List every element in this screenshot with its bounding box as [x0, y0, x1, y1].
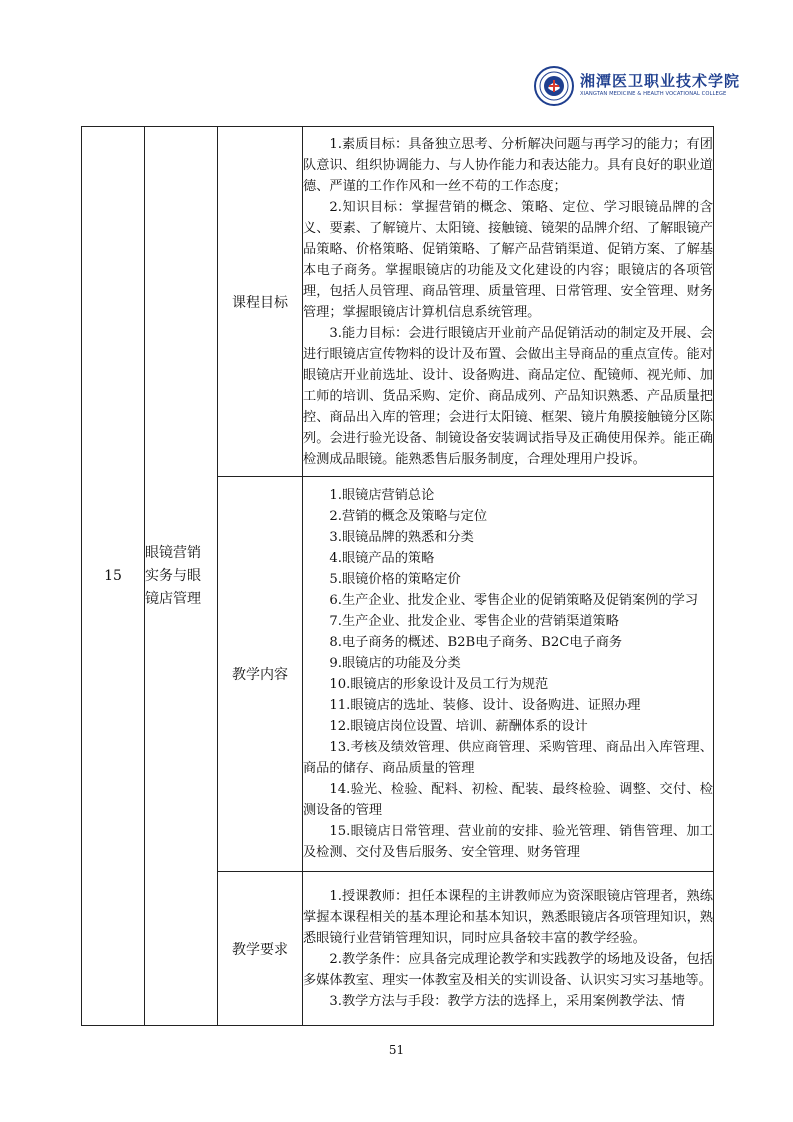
course-name-line: 眼镜营销 [145, 544, 201, 561]
objectives-row [82, 127, 714, 477]
course-name-line: 镜店管理 [145, 590, 201, 607]
content-item: 14.验光、检验、配料、初检、配装、最终检验、调整、交付、检测设备的管理 [303, 782, 713, 818]
content-item: 9.眼镜店的功能及分类 [329, 656, 461, 671]
requirements-label: 教学要求 [218, 872, 303, 1026]
content-item: 12.眼镜店岗位设置、培训、薪酬体系的设计 [329, 719, 588, 734]
content-item: 11.眼镜店的选址、装修、设计、设备购进、证照办理 [329, 698, 641, 713]
content-item: 5.眼镜价格的策略定价 [329, 572, 461, 587]
content-item: 13.考核及绩效管理、供应商管理、采购管理、商品出入库管理、商品的储存、商品质量的管理 [303, 740, 713, 776]
content-list [303, 485, 713, 863]
content-item: 2.营销的概念及策略与定位 [329, 509, 488, 524]
page-number: 51 [388, 1043, 405, 1057]
content-item: 4.眼镜产品的策略 [329, 551, 435, 566]
objective-paragraph: 2.知识目标：掌握营销的概念、策略、定位、学习眼镜品牌的含义、要素、了解镜片、太阳镜、接触镜、镜架的品牌介绍、了解眼镜产品策略、价格策略、促销策略、了解产品营销渠道、促销方案、了解基本电子商务。掌握眼镜店的功能及文化建设的内容；眼镜店的各项管理，包括人员管理、商品管理、质量管理、日常管理、安全管理、财务管理；掌握眼镜店计算机信息系统管理。 [303, 199, 713, 320]
teaching-content [303, 477, 714, 872]
college-seal-icon [534, 66, 574, 106]
content-item: 10.眼镜店的形象设计及员工行为规范 [329, 677, 549, 692]
objective-paragraph: 1.素质目标：具备独立思考、分析解决问题与再学习的能力；有团队意识、组织协调能力、与人协作能力和表达能力。具有良好的职业道德、严谨的工作作风和一丝不苟的工作态度； [303, 136, 713, 194]
course-name [145, 127, 218, 1026]
content-item: 7.生产企业、批发企业、零售企业的营销渠道策略 [329, 614, 619, 629]
requirements-content [303, 872, 714, 1026]
requirement-paragraph: 1.授课教师：担任本课程的主讲教师应为资深眼镜店管理者，熟练掌握本课程相关的基本理论和基本知识，熟悉眼镜店各项管理知识，熟悉眼镜行业营销管理知识，同时应具备较丰富的教学经验。 [303, 888, 713, 946]
content-item: 6.生产企业、批发企业、零售企业的促销策略及促销案例的学习 [329, 593, 699, 608]
objective-paragraph: 3.能力目标：会进行眼镜店开业前产品促销活动的制定及开展、会进行眼镜店宣传物料的设计及布置、会做出主导商品的重点宣传。能对眼镜店开业前选址、设计、设备购进、商品定位、配镜师、视光师、加工师的培训、货品采购、定价、商品成列、产品知识熟悉、产品质量把控、商品出入库的管理；会进行太阳镜、框架、镜片角膜接触镜分区陈列。会进行验光设备、制镜设备安装调试指导及正确使用保养。能正确检测成品眼镜。能熟悉售后服务制度，合理处理用户投诉。 [303, 325, 713, 467]
curriculum-table [81, 126, 714, 1026]
content-item: 8.电子商务的概述、B2B电子商务、B2C电子商务 [329, 635, 623, 650]
college-name-en: XIANGTAN MEDICINE & HEALTH VOCATIONAL COLLEGE [580, 91, 727, 97]
content-item: 3.眼镜品牌的熟悉和分类 [329, 530, 474, 545]
objectives-content [303, 127, 714, 477]
content-item: 15.眼镜店日常管理、营业前的安排、验光管理、销售管理、加工及检测、交付及售后服务、安全管理、财务管理 [303, 824, 713, 860]
course-number: 15 [82, 127, 145, 1026]
content-label: 教学内容 [218, 477, 303, 872]
requirement-paragraph: 3.教学方法与手段：教学方法的选择上，采用案例教学法、情 [329, 993, 685, 1009]
requirement-paragraph: 2.教学条件：应具备完成理论教学和实践教学的场地及设备，包括多媒体教室、理实一体教室及相关的实训设备、认识实习实习基地等。 [303, 951, 713, 988]
content-item: 1.眼镜店营销总论 [329, 488, 435, 503]
objectives-label: 课程目标 [218, 127, 303, 477]
course-name-line: 实务与眼 [145, 567, 201, 584]
college-name-cn: 湘潭医卫职业技术学院 [580, 72, 741, 90]
page-header [530, 64, 741, 108]
